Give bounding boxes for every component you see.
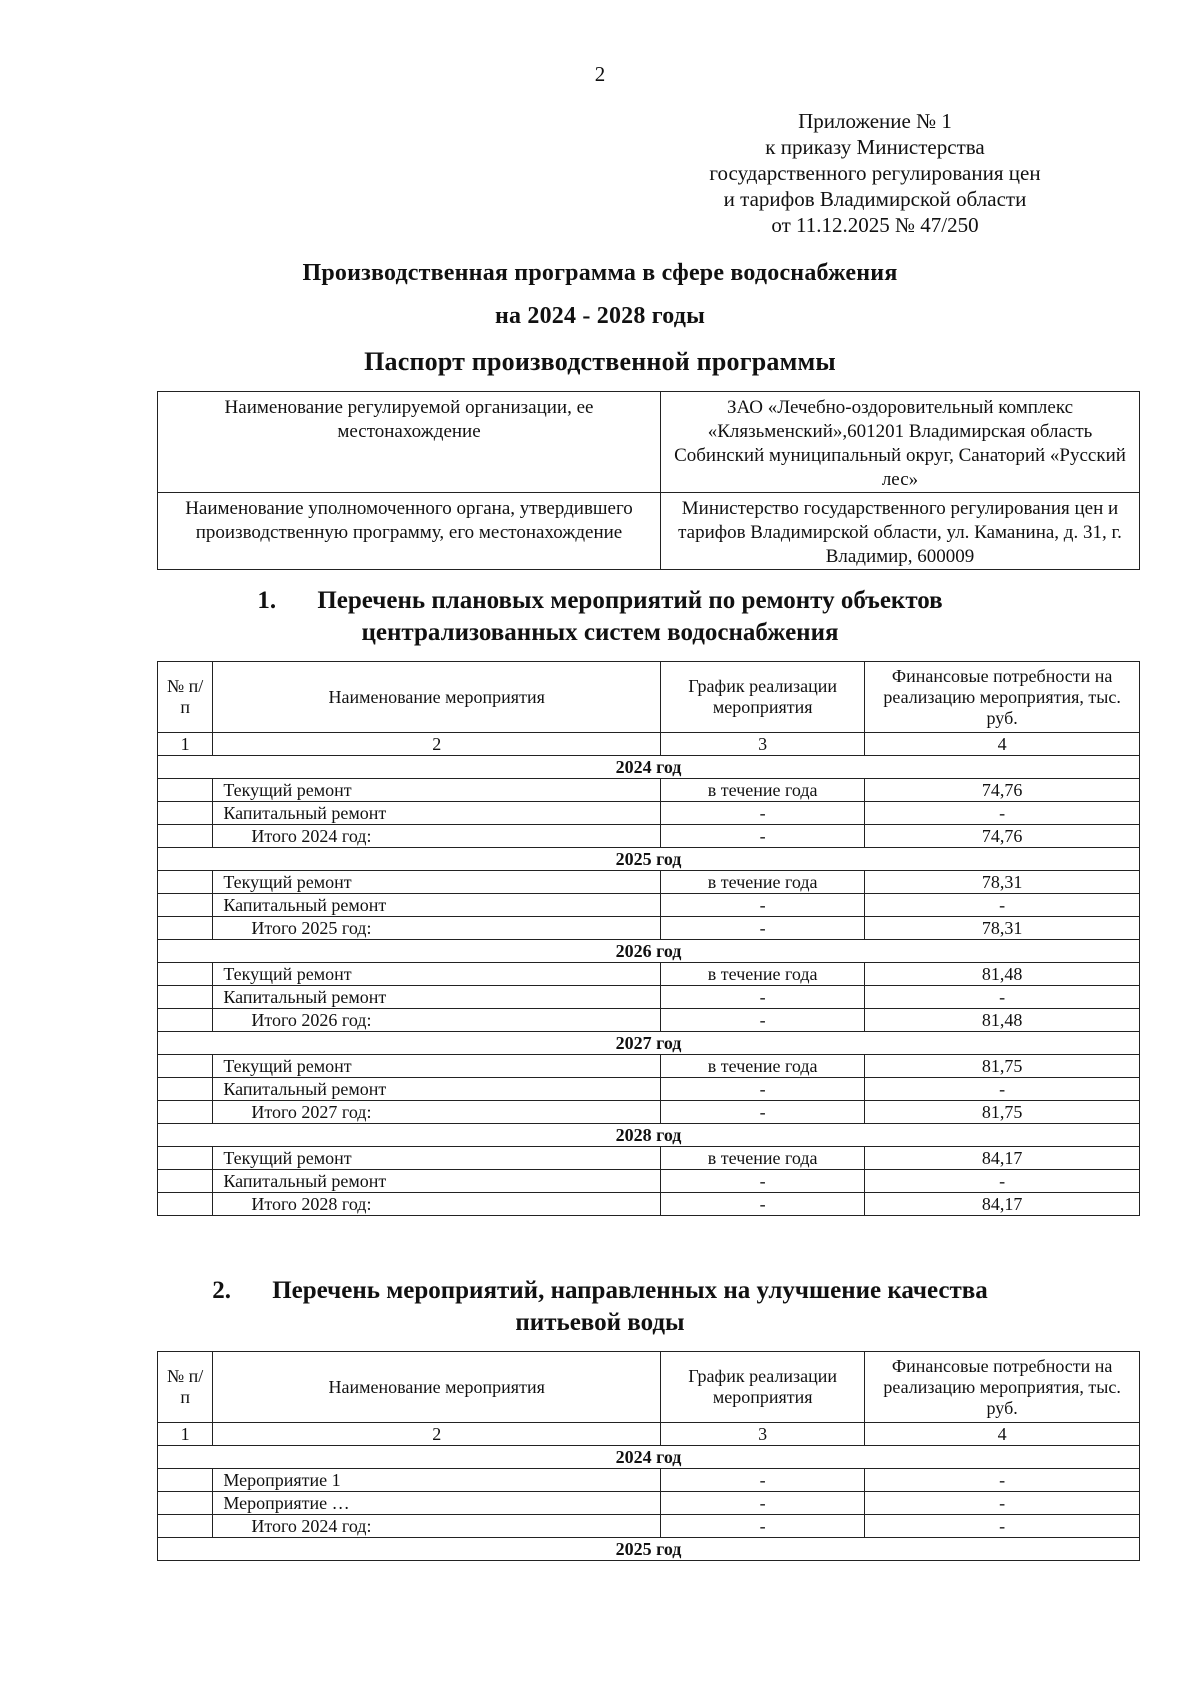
header-name: Наименование мероприятия: [213, 1352, 661, 1423]
row-number: [158, 779, 213, 802]
total-value: -: [865, 1515, 1140, 1538]
activity-value: 78,31: [865, 871, 1140, 894]
header-schedule: График реализации мероприятия: [661, 662, 865, 733]
period-title: на 2024 - 2028 годы: [494, 303, 706, 329]
row-number: [158, 1492, 213, 1515]
total-value: 84,17: [865, 1193, 1140, 1216]
passport-table: [157, 391, 1140, 570]
year-row: [158, 1032, 1140, 1055]
row-number: [158, 1515, 213, 1538]
column-number: 2: [213, 1423, 661, 1446]
total-value: 78,31: [865, 917, 1140, 940]
appendix-line: и тарифов Владимирской области: [723, 187, 1027, 211]
activity-name: Текущий ремонт: [213, 963, 661, 986]
row-number: [158, 1469, 213, 1492]
section-number: 2.: [212, 1277, 231, 1304]
activity-schedule: в течение года: [661, 1055, 865, 1078]
activity-value: 81,48: [865, 963, 1140, 986]
header-finance: Финансовые потребности на реализацию мероприятия, тыс. руб.: [865, 662, 1140, 733]
section-2-title: [0, 1275, 1200, 1339]
column-number-row: [158, 733, 1140, 756]
activity-name: Текущий ремонт: [213, 1055, 661, 1078]
activity-name: Текущий ремонт: [213, 779, 661, 802]
column-number: 3: [661, 733, 865, 756]
table-row: [158, 986, 1140, 1009]
column-number: 4: [865, 1423, 1140, 1446]
activity-value: -: [865, 1492, 1140, 1515]
activity-value: -: [865, 894, 1140, 917]
row-number: [158, 917, 213, 940]
total-value: 81,75: [865, 1101, 1140, 1124]
appendix-block: [680, 108, 1130, 238]
row-number: [158, 963, 213, 986]
activity-value: 74,76: [865, 779, 1140, 802]
row-number: [158, 894, 213, 917]
row-number: [158, 1193, 213, 1216]
activity-schedule: -: [661, 1078, 865, 1101]
activity-schedule: -: [661, 1492, 865, 1515]
year-label: 2026 год: [158, 940, 1140, 963]
total-row: [158, 1009, 1140, 1032]
passport-row: [158, 392, 1140, 493]
year-row: [158, 1538, 1140, 1561]
row-number: [158, 1009, 213, 1032]
table-row: [158, 1469, 1140, 1492]
activity-name: Мероприятие 1: [213, 1469, 661, 1492]
passport-row: [158, 493, 1140, 570]
table-row: [158, 779, 1140, 802]
activity-name: Текущий ремонт: [213, 1147, 661, 1170]
activity-name: Капитальный ремонт: [213, 1170, 661, 1193]
column-number-row: [158, 1423, 1140, 1446]
passport-title: Паспорт производственной программы: [364, 347, 836, 376]
total-value: 74,76: [865, 825, 1140, 848]
total-value: 81,48: [865, 1009, 1140, 1032]
page-number: 2: [594, 62, 606, 86]
activity-schedule: -: [661, 1170, 865, 1193]
appendix-line: к приказу Министерства: [765, 135, 985, 159]
header-finance: Финансовые потребности на реализацию мероприятия, тыс. руб.: [865, 1352, 1140, 1423]
activity-name: Мероприятие …: [213, 1492, 661, 1515]
table-row: [158, 1147, 1140, 1170]
total-schedule: -: [661, 825, 865, 848]
year-label: 2025 год: [158, 848, 1140, 871]
row-number: [158, 871, 213, 894]
total-label: Итого 2025 год:: [213, 917, 661, 940]
activity-value: 81,75: [865, 1055, 1140, 1078]
passport-value: ЗАО «Лечебно-оздоровительный комплекс «Клязьменский»,601201 Владимирская область Собинский муниципальный округ, Санаторий «Русский лес»: [661, 392, 1140, 493]
total-label: Итого 2027 год:: [213, 1101, 661, 1124]
table-row: [158, 1170, 1140, 1193]
total-schedule: -: [661, 1009, 865, 1032]
activity-value: -: [865, 986, 1140, 1009]
header-no: № п/п: [158, 1352, 213, 1423]
total-label: Итого 2028 год:: [213, 1193, 661, 1216]
activity-name: Капитальный ремонт: [213, 986, 661, 1009]
main-title: Производственная программа в сфере водоснабжения: [302, 260, 898, 286]
column-number: 1: [158, 1423, 213, 1446]
section-number: 1.: [257, 587, 277, 614]
year-row: [158, 940, 1140, 963]
section-title-text: Перечень мероприятий, направленных на улучшение качества питьевой воды: [272, 1277, 988, 1336]
appendix-line: от 11.12.2025 № 47/250: [771, 213, 979, 237]
year-label: 2027 год: [158, 1032, 1140, 1055]
year-row: [158, 1446, 1140, 1469]
section-title-text: Перечень плановых мероприятий по ремонту объектов централизованных систем водоснабжения: [317, 587, 943, 646]
passport-label: Наименование уполномоченного органа, утвердившего производственную программу, его местонахождение: [158, 493, 661, 570]
column-number: 2: [213, 733, 661, 756]
column-number: 4: [865, 733, 1140, 756]
table-row: [158, 894, 1140, 917]
table-row: [158, 871, 1140, 894]
table-row: [158, 1055, 1140, 1078]
total-row: [158, 1515, 1140, 1538]
header-no: № п/п: [158, 662, 213, 733]
header-name: Наименование мероприятия: [213, 662, 661, 733]
row-number: [158, 802, 213, 825]
table-row: [158, 963, 1140, 986]
activity-name: Текущий ремонт: [213, 871, 661, 894]
activity-schedule: в течение года: [661, 1147, 865, 1170]
year-row: [158, 848, 1140, 871]
total-schedule: -: [661, 1193, 865, 1216]
row-number: [158, 986, 213, 1009]
activity-name: Капитальный ремонт: [213, 894, 661, 917]
activity-schedule: в течение года: [661, 963, 865, 986]
year-label: 2028 год: [158, 1124, 1140, 1147]
total-row: [158, 917, 1140, 940]
total-row: [158, 1101, 1140, 1124]
table-header-row: [158, 662, 1140, 733]
activity-schedule: -: [661, 894, 865, 917]
total-schedule: -: [661, 1515, 865, 1538]
row-number: [158, 1055, 213, 1078]
total-label: Итого 2024 год:: [213, 825, 661, 848]
header-schedule: График реализации мероприятия: [661, 1352, 865, 1423]
row-number: [158, 1147, 213, 1170]
repair-plan-table: [157, 661, 1140, 1216]
total-schedule: -: [661, 917, 865, 940]
year-label: 2024 год: [158, 1446, 1140, 1469]
table-row: [158, 1492, 1140, 1515]
activity-schedule: в течение года: [661, 871, 865, 894]
table-row: [158, 1078, 1140, 1101]
appendix-line: Приложение № 1: [798, 109, 952, 133]
activity-schedule: -: [661, 1469, 865, 1492]
water-quality-plan-table: [157, 1351, 1140, 1561]
activity-value: -: [865, 802, 1140, 825]
table-row: [158, 802, 1140, 825]
activity-name: Капитальный ремонт: [213, 802, 661, 825]
activity-schedule: в течение года: [661, 779, 865, 802]
table-header-row: [158, 1352, 1140, 1423]
total-schedule: -: [661, 1101, 865, 1124]
year-row: [158, 1124, 1140, 1147]
row-number: [158, 1101, 213, 1124]
year-label: 2024 год: [158, 756, 1140, 779]
passport-value: Министерство государственного регулирования цен и тарифов Владимирской области, ул. Каманина, д. 31, г. Владимир, 600009: [661, 493, 1140, 570]
year-label: 2025 год: [158, 1538, 1140, 1561]
activity-value: -: [865, 1078, 1140, 1101]
activity-value: -: [865, 1170, 1140, 1193]
activity-schedule: -: [661, 986, 865, 1009]
column-number: 3: [661, 1423, 865, 1446]
appendix-line: государственного регулирования цен: [709, 161, 1041, 185]
total-label: Итого 2026 год:: [213, 1009, 661, 1032]
activity-value: 84,17: [865, 1147, 1140, 1170]
section-1-title: [0, 585, 1200, 649]
row-number: [158, 1170, 213, 1193]
passport-label: Наименование регулируемой организации, ее местонахождение: [158, 392, 661, 493]
row-number: [158, 1078, 213, 1101]
total-row: [158, 825, 1140, 848]
total-label: Итого 2024 год:: [213, 1515, 661, 1538]
activity-schedule: -: [661, 802, 865, 825]
total-row: [158, 1193, 1140, 1216]
column-number: 1: [158, 733, 213, 756]
year-row: [158, 756, 1140, 779]
activity-value: -: [865, 1469, 1140, 1492]
row-number: [158, 825, 213, 848]
activity-name: Капитальный ремонт: [213, 1078, 661, 1101]
